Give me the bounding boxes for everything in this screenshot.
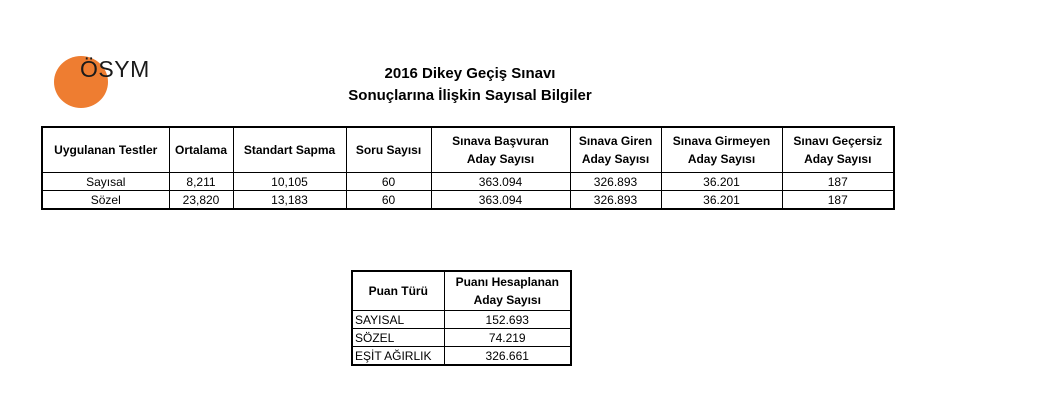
column-header	[661, 127, 782, 173]
column-header-text: Ortalama	[174, 143, 228, 157]
column-header	[169, 127, 233, 173]
column-header	[42, 127, 169, 173]
table-cell: SÖZEL	[352, 329, 444, 347]
column-header-text: Aday Sayısı	[466, 152, 535, 166]
table-cell: SAYISAL	[352, 311, 444, 329]
table-row	[352, 347, 571, 366]
table-header-row	[352, 271, 571, 311]
column-header	[431, 127, 570, 173]
table-cell: Sözel	[42, 191, 169, 210]
table-cell: 326.661	[444, 347, 571, 366]
page-title	[300, 63, 640, 107]
table-cell: 8,211	[169, 173, 233, 191]
osym-logo	[54, 56, 174, 108]
column-header-text: Aday Sayısı	[804, 152, 872, 166]
table-cell: EŞİT AĞIRLIK	[352, 347, 444, 366]
table-cell: 74.219	[444, 329, 571, 347]
table-cell: 13,183	[233, 191, 346, 210]
table-cell: 10,105	[233, 173, 346, 191]
table-cell: 187	[782, 173, 894, 191]
column-header-text: Aday Sayısı	[581, 152, 650, 166]
table-row	[352, 311, 571, 329]
column-header	[444, 271, 571, 311]
column-header	[570, 127, 661, 173]
column-header-text: Sınavı Geçersiz	[793, 134, 883, 148]
column-header-text: Puanı Hesaplanan	[455, 275, 559, 289]
column-header	[233, 127, 346, 173]
logo-text: ÖSYM	[80, 56, 150, 82]
table-cell: Sayısal	[42, 173, 169, 191]
table-cell: 187	[782, 191, 894, 210]
table-cell: 363.094	[431, 173, 570, 191]
table-header-row	[42, 127, 894, 173]
exam-statistics-table	[41, 126, 895, 210]
column-header-text: Soru Sayısı	[355, 143, 422, 157]
table-cell: 60	[346, 173, 431, 191]
table-cell: 152.693	[444, 311, 571, 329]
column-header-text: Puan Türü	[368, 284, 428, 298]
table-row	[352, 329, 571, 347]
column-header-text: Standart Sapma	[243, 143, 336, 157]
title-line-2: Sonuçlarına İlişkin Sayısal Bilgiler	[348, 87, 592, 104]
column-header-text: Uygulanan Testler	[54, 143, 158, 157]
table-cell: 36.201	[661, 173, 782, 191]
table-row	[42, 173, 894, 191]
column-header-text: Aday Sayısı	[473, 293, 541, 307]
column-header	[782, 127, 894, 173]
column-header-text: Sınava Başvuran	[452, 134, 549, 148]
column-header-text: Sınava Girmeyen	[672, 134, 771, 148]
table-cell: 363.094	[431, 191, 570, 210]
column-header-text: Sınava Giren	[578, 134, 653, 148]
column-header-text: Aday Sayısı	[687, 152, 756, 166]
column-header	[346, 127, 431, 173]
table-cell: 36.201	[661, 191, 782, 210]
title-line-1: 2016 Dikey Geçiş Sınavı	[384, 65, 556, 82]
table-row	[42, 191, 894, 210]
table-cell: 60	[346, 191, 431, 210]
table-cell: 23,820	[169, 191, 233, 210]
score-type-table	[351, 270, 572, 366]
table-cell: 326.893	[570, 191, 661, 210]
table-cell: 326.893	[570, 173, 661, 191]
column-header	[352, 271, 444, 311]
